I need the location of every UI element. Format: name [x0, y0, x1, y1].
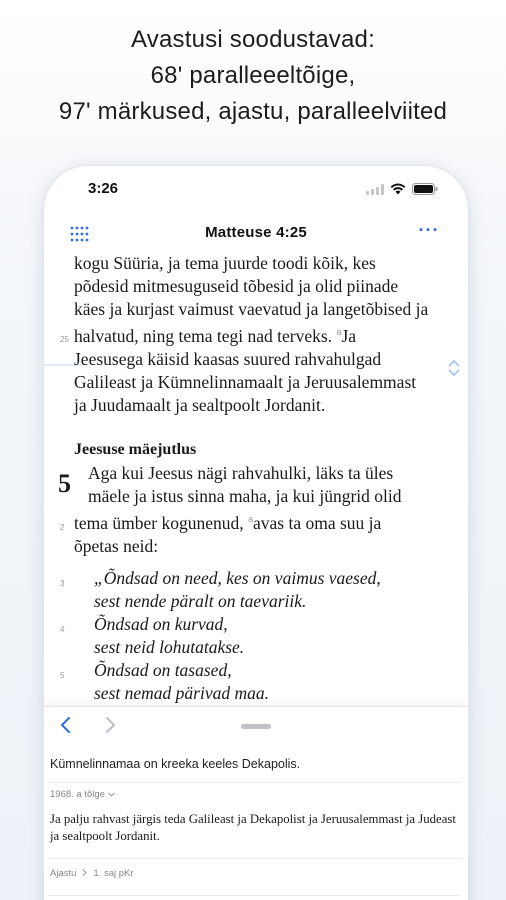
poem-line: sest neid lohutatakse.: [94, 637, 245, 657]
verse-number-3: 3: [60, 579, 65, 588]
more-options-button[interactable]: ···: [418, 220, 440, 240]
parallel-translation-text: Ja palju rahvast järgis teda Galileast ja Dekapolist ja Jeruusalemmast ja Judeast ja sealtpoolt Jordanit.: [50, 812, 456, 843]
version-selector[interactable]: 1968. a tõlge: [50, 789, 115, 800]
status-bar: [44, 166, 468, 216]
verse-number-25: 25: [60, 335, 69, 344]
divider: [48, 858, 462, 859]
study-notes-panel: [44, 706, 468, 900]
chapter-number: 5: [58, 469, 71, 498]
promo-headline: [0, 22, 506, 130]
crumb-section[interactable]: Ajastu: [50, 868, 77, 879]
poem-line: „Õndsad on need, kes on vaimus vaesed,: [94, 568, 381, 588]
signal-icon: [366, 184, 384, 195]
chevron-right-small-icon: [82, 869, 87, 876]
footnote-marker[interactable]: a: [247, 514, 253, 524]
bible-text-reader[interactable]: [44, 254, 468, 709]
verse-number-5: 5: [60, 671, 65, 680]
timeline-breadcrumb[interactable]: [50, 868, 140, 879]
chevron-right-icon[interactable]: [102, 715, 118, 735]
chevron-left-icon[interactable]: [58, 715, 74, 735]
verse-number-4: 4: [60, 625, 65, 634]
text-line: mäele ja istus sinna maha, ja kui jüngrid olid: [88, 486, 402, 506]
verse-paragraph-5-1: [74, 462, 444, 558]
text-line: õpetas neid:: [74, 535, 159, 556]
wifi-icon: [390, 183, 406, 195]
divider: [48, 782, 462, 783]
status-icons: [366, 182, 438, 196]
poem-line: Õndsad on tasased,: [94, 660, 232, 680]
text-line: tema ümber kogunenud, $^a$avas ta oma suu ja: [74, 512, 382, 533]
verse-paragraph-4-24: [74, 254, 444, 417]
text-line: halvatud, ning tema tegi nad terveks. $^a$Ja: [74, 325, 357, 346]
poem-line: sest nende päralt on taevariik.: [94, 591, 307, 611]
scroll-position-icon[interactable]: [446, 358, 462, 378]
divider: [48, 895, 462, 896]
phone-frame: [44, 166, 468, 900]
poem-line: sest nemad pärivad maa.: [94, 683, 269, 703]
section-heading: Jeesuse mäejutlus: [74, 441, 197, 458]
text-line: Aga kui Jeesus nägi rahvahulki, läks ta üles: [88, 463, 394, 483]
panel-drag-handle[interactable]: [241, 724, 271, 729]
text-line: ja Juudamaalt ja sealtpoolt Jordanit.: [74, 394, 326, 415]
crumb-value: 1. saj pKr: [93, 868, 134, 879]
status-time: 3:26: [88, 180, 119, 197]
chevron-down-icon: [108, 792, 115, 797]
headline-line-3: 97' märkused, ajastu, paralleelviited: [58, 98, 448, 125]
text-line: käes ja kurjast vaimust vaevatud ja langetõbised ja: [74, 299, 429, 319]
text-line: Jeesusega käisid kaasas suured rahvahulgad: [74, 348, 382, 369]
text-line: põdesid mitmesuguseid tõbesid ja olid piinade: [74, 276, 399, 296]
battery-icon: [412, 183, 438, 195]
headline-line-2: 68' paralleeeltõige,: [150, 62, 356, 89]
headline-line-1: Avastusi soodustavad:: [131, 26, 375, 53]
chapter-title-button[interactable]: Matteuse 4:25: [205, 224, 307, 241]
footnote-marker[interactable]: a: [336, 327, 342, 337]
beatitudes-poem: [94, 567, 424, 705]
text-line: Galileast ja Kümnelinnamaalt ja Jeruusalemmast: [74, 371, 417, 392]
nav-bar: [44, 218, 468, 250]
poem-line: Õndsad on kurvad,: [94, 614, 228, 634]
verse-number-2: 2: [60, 523, 65, 532]
note-text: Kümnelinnamaa on kreeka keeles Dekapolis.: [50, 757, 301, 771]
text-line: kogu Süüria, ja tema juurde toodi kõik, kes: [74, 254, 376, 273]
